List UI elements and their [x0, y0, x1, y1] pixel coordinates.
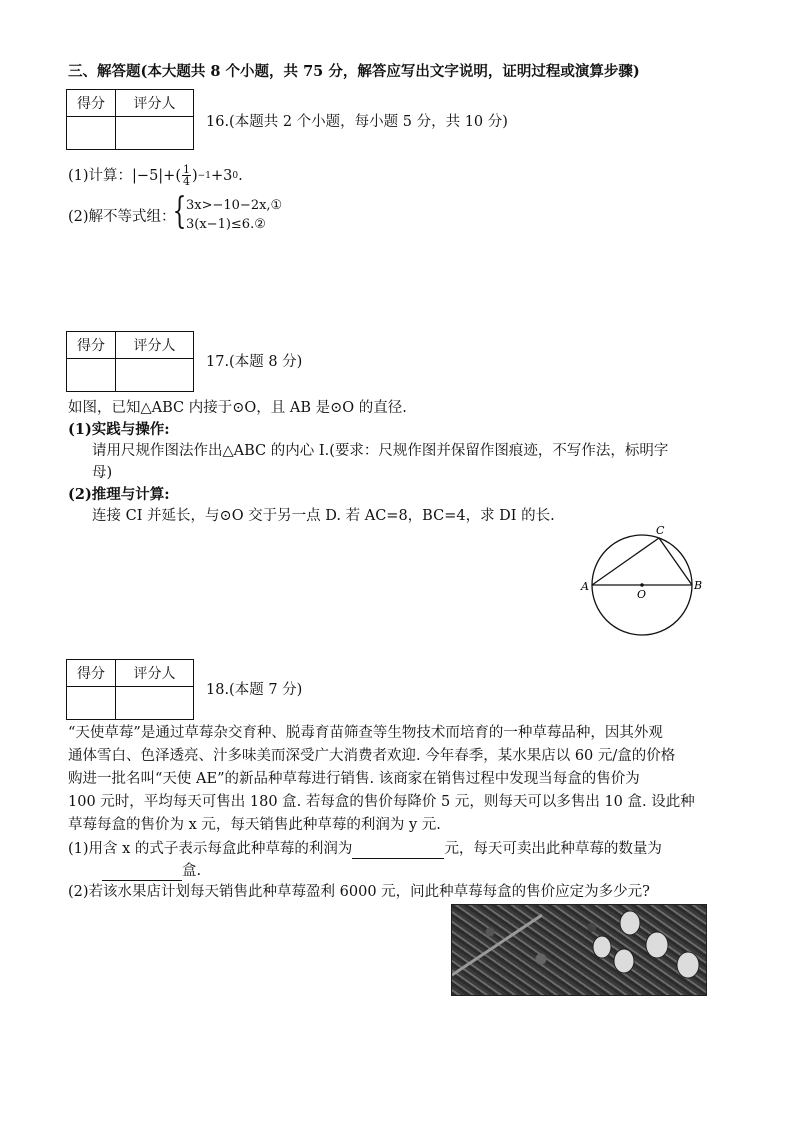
score-box-18	[66, 659, 194, 720]
inequality-system	[186, 196, 282, 234]
q18-part1	[68, 838, 662, 859]
grader-label: 评分人	[116, 660, 194, 687]
q17-p1-text-a: 请用尺规作图法作出△ABC 的内心 I.(要求：尺规作图并保留作图痕迹，不写作法，标明字	[92, 443, 669, 459]
fraction-denominator: 4	[183, 175, 190, 188]
score-box-17	[66, 331, 194, 392]
q18-header: 18.(本题 7 分)	[206, 682, 303, 698]
q16-fraction	[182, 164, 191, 187]
grader-label: 评分人	[116, 90, 194, 117]
q17-intro: 如图，已知△ABC 内接于⊙O，且 AB 是⊙O 的直径.	[68, 400, 407, 416]
q18-para-line4: 100 元时，平均每天可售出 180 盒. 若每盒的售价每降价 5 元，则每天可以多售出 10 盒. 设此种	[68, 794, 695, 810]
score-label: 得分	[67, 332, 116, 359]
q16-p1-prefix: (1)计算：|−5|+(	[68, 167, 181, 184]
q16-header: 16.(本题共 2 个小题，每小题 5 分，共 10 分)	[206, 114, 508, 130]
q16-part1: (1)计算：|−5|+( $\frac{1}{4}$ ) −1 +3 0 .	[68, 163, 243, 188]
q17-header: 17.(本题 8 分)	[206, 354, 303, 370]
answer-blank-profit[interactable]	[352, 838, 444, 859]
score-label: 得分	[67, 660, 116, 687]
label-o: O	[637, 588, 647, 601]
q18-para-line5: 草莓每盒的售价为 x 元，每天销售此种草莓的利润为 y 元.	[68, 817, 441, 833]
label-a: A	[581, 580, 589, 593]
score-label: 得分	[67, 90, 116, 117]
q16-exponent: −1	[197, 170, 211, 181]
answer-blank-quantity[interactable]	[102, 860, 182, 881]
q18-part2: (2)若该水果店计划每天销售此种草莓盈利 6000 元，问此种草莓每盒的售价应定为多少元?	[68, 884, 650, 900]
q18-p1-b: 元，每天可卖出此种草莓的数量为	[444, 841, 662, 857]
q16-p1-mid: +3	[210, 167, 233, 184]
brace-icon: {	[172, 191, 187, 232]
grader-cell[interactable]	[116, 687, 194, 720]
q17-p2-title: (2)推理与计算:	[68, 486, 170, 503]
score-box-16	[66, 89, 194, 150]
q17-p1-title: (1)实践与操作:	[68, 421, 170, 438]
q18-p1-a: (1)用含 x 的式子表示每盒此种草莓的利润为	[68, 841, 353, 857]
score-cell[interactable]	[67, 687, 116, 720]
grader-cell[interactable]	[116, 359, 194, 392]
q18-para-line3: 购进一批名叫“天使 AE”的新品种草莓进行销售. 该商家在销售过程中发现当每盒的售价为	[68, 771, 640, 787]
strawberry-icon	[452, 905, 706, 995]
q17-p1-text-b: 母)	[92, 465, 113, 481]
q16-p1-end: .	[238, 167, 243, 184]
q16-exponent2: 0	[232, 170, 239, 181]
section-title: 三、解答题(本大题共 8 个小题，共 75 分，解答应写出文字说明，证明过程或演算步骤)	[68, 63, 640, 80]
score-cell[interactable]	[67, 117, 116, 150]
grader-label: 评分人	[116, 332, 194, 359]
label-c: C	[656, 524, 665, 537]
inequality-1: 3x>−10−2x,①	[186, 198, 283, 213]
segment-bc	[659, 538, 692, 585]
circle-figure	[578, 522, 710, 644]
inequality-2: 3(x−1)≤6.②	[186, 217, 266, 232]
score-cell[interactable]	[67, 359, 116, 392]
segment-ac	[592, 538, 659, 585]
q18-part1-cont	[102, 860, 201, 881]
grader-cell[interactable]	[116, 117, 194, 150]
q18-para-line2: 通体雪白、色泽透亮、汁多味美而深受广大消费者欢迎. 今年春季，某水果店以 60 元/盒的价格	[68, 748, 676, 764]
fraction-numerator: 1	[183, 163, 190, 176]
strawberry-photo	[451, 904, 707, 996]
q18-para-line1: “天使草莓”是通过草莓杂交育种、脱毒育苗筛查等生物技术而培育的一种草莓品种，因其外观	[68, 725, 663, 741]
q18-p1-c: 盒.	[182, 863, 202, 879]
label-b: B	[694, 579, 703, 592]
q17-p2-text: 连接 CI 并延长，与⊙O 交于另一点 D. 若 AC=8，BC=4，求 DI 的长.	[92, 508, 555, 524]
center-point	[640, 583, 644, 587]
q16-p2-prefix: (2)解不等式组：	[68, 209, 176, 225]
